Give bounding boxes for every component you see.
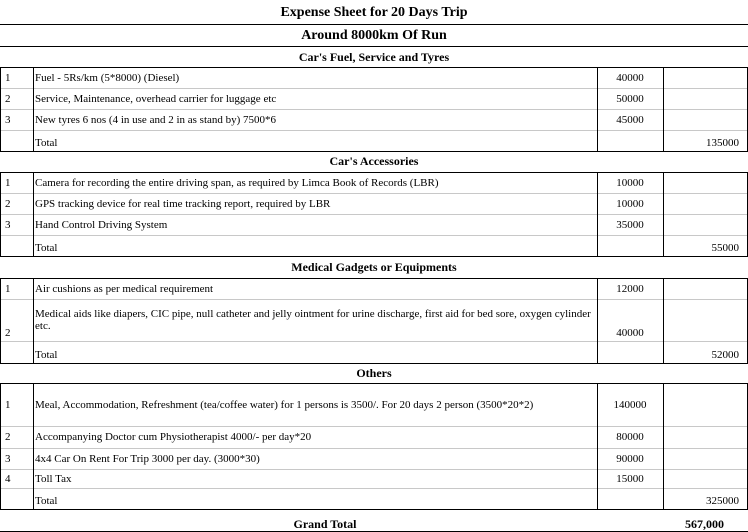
section-heading: Others (356, 366, 392, 380)
row-number: 2 (5, 197, 11, 210)
section-heading: Medical Gadgets or Equipments (291, 260, 457, 274)
total-row (0, 235, 748, 256)
table-row (0, 469, 748, 488)
grid-line (0, 383, 1, 509)
item-description: Air cushions as per medical requirement (35, 282, 214, 295)
item-description: Camera for recording the entire driving span, as required by Limca Book of Records (LBR) (35, 176, 439, 189)
table-row (0, 193, 748, 214)
table-row (0, 278, 748, 299)
sheet-subtitle: Around 8000km Of Run (301, 28, 447, 43)
total-label: Total (35, 349, 58, 361)
item-amount: 15000 (616, 472, 644, 485)
row-number: 1 (5, 398, 11, 411)
grid-line (663, 172, 664, 256)
table-row (0, 172, 748, 193)
sheet-title: Expense Sheet for 20 Days Trip (280, 5, 468, 20)
grid-line (0, 46, 748, 47)
item-amount: 12000 (616, 282, 644, 295)
item-amount: 10000 (616, 197, 644, 210)
item-description: Toll Tax (35, 472, 72, 485)
grand-total-label: Grand Total (293, 517, 357, 531)
item-description: New tyres 6 nos (4 in use and 2 in as stand by) 7500*6 (35, 113, 277, 126)
item-amount: 140000 (613, 398, 647, 411)
item-description: Service, Maintenance, overhead carrier for luggage etc (35, 92, 277, 105)
row-number: 1 (5, 176, 11, 189)
grid-line (663, 278, 664, 363)
item-description: GPS tracking device for real time tracking report, required by LBR (35, 197, 331, 210)
total-label: Total (35, 242, 58, 254)
grid-line (0, 67, 1, 151)
row-number: 2 (5, 327, 11, 339)
section-heading: Car's Fuel, Service and Tyres (298, 50, 450, 64)
grid-line (597, 172, 598, 256)
item-amount: 40000 (616, 327, 644, 339)
item-description: 4x4 Car On Rent For Trip 3000 per day. (3000*30) (35, 452, 260, 465)
item-amount: 90000 (616, 452, 644, 465)
item-amount: 80000 (616, 431, 644, 443)
row-number: 3 (5, 113, 11, 126)
item-description: Medical aids like diapers, CIC pipe, null catheter and jelly ointment for urine discharge, first aid for bed sore, oxygen cylinder etc. (35, 308, 591, 332)
item-description: Hand Control Driving System (35, 218, 168, 231)
grand-total-value: 567,000 (685, 517, 724, 531)
grid-line (663, 67, 664, 151)
row-number: 1 (5, 71, 11, 84)
total-row (0, 341, 748, 363)
row-number: 2 (5, 92, 11, 105)
total-label: Total (35, 137, 58, 149)
section-total: 325000 (706, 495, 739, 507)
row-number: 2 (5, 431, 11, 443)
grid-line (597, 67, 598, 151)
row-number: 3 (5, 218, 11, 231)
grid-line (33, 278, 34, 363)
grid-line (663, 383, 664, 509)
table-row (0, 214, 748, 235)
section-total: 52000 (711, 349, 739, 361)
table-row (0, 426, 748, 448)
item-description: Fuel - 5Rs/km (5*8000) (Diesel) (35, 71, 180, 84)
grid-line (33, 172, 34, 256)
item-description: Accompanying Doctor cum Physiotherapist 4000/- per day*20 (35, 431, 312, 443)
item-amount: 35000 (616, 218, 644, 231)
item-amount: 10000 (616, 176, 644, 189)
table-row (0, 383, 748, 426)
total-label: Total (35, 495, 58, 507)
grid-line (0, 172, 1, 256)
grand-total-row (0, 509, 748, 532)
row-number: 4 (5, 472, 11, 485)
table-row (0, 88, 748, 109)
item-amount: 40000 (616, 71, 644, 84)
item-amount: 50000 (616, 92, 644, 105)
table-row (0, 67, 748, 88)
table-row (0, 448, 748, 469)
grid-line (597, 383, 598, 509)
grid-line (33, 67, 34, 151)
section-total: 135000 (706, 137, 739, 149)
grid-line (597, 278, 598, 363)
total-row (0, 488, 748, 509)
grid-line (33, 383, 34, 509)
section-heading: Car's Accessories (329, 154, 419, 168)
grid-line (0, 24, 748, 25)
item-description: Meal, Accommodation, Refreshment (tea/coffee water) for 1 persons is 3500/. For 20 days 2 person (3500*20*2) (35, 398, 534, 411)
row-number: 3 (5, 452, 11, 465)
grid-line (0, 278, 1, 363)
row-number: 1 (5, 282, 11, 295)
total-row (0, 130, 748, 151)
section-total: 55000 (711, 242, 739, 254)
table-row (0, 109, 748, 130)
table-row (0, 299, 748, 341)
item-amount: 45000 (616, 113, 644, 126)
